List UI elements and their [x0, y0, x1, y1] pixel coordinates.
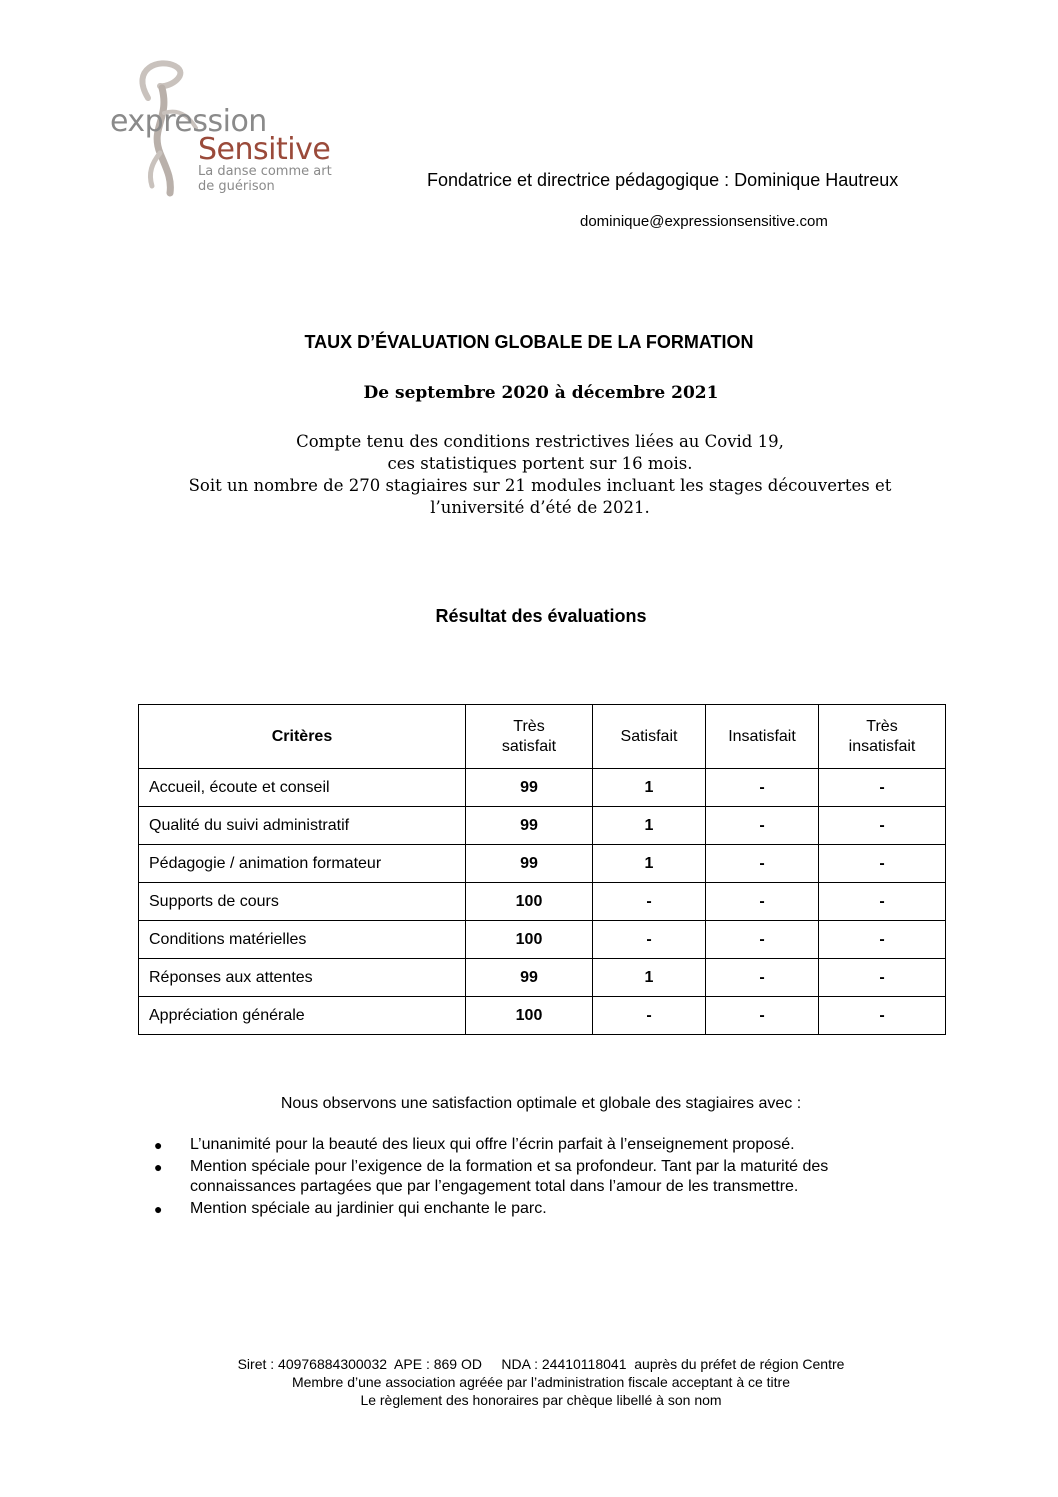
cell-very-satisfied: 100: [466, 997, 593, 1035]
table-row: [139, 997, 946, 1035]
list-item: [154, 1157, 914, 1197]
table-row: [139, 845, 946, 883]
footer: [0, 1355, 1058, 1409]
list-item-text: Mention spéciale au jardinier qui enchante le parc.: [190, 1200, 547, 1217]
cell-very-satisfied: 99: [466, 769, 593, 807]
contact-email[interactable]: dominique@expressionsensitive.com: [580, 213, 828, 230]
bullet-icon: ●: [154, 1137, 163, 1153]
observation-list: [154, 1135, 914, 1221]
header-criteria: Critères: [139, 705, 466, 769]
header-very-unsatisfied-line1: Très: [866, 717, 898, 735]
cell-unsatisfied: -: [706, 997, 819, 1035]
header-satisfied: Satisfait: [593, 705, 706, 769]
cell-very-unsatisfied: -: [819, 769, 946, 807]
bullet-icon: ●: [154, 1201, 163, 1217]
cell-unsatisfied: -: [706, 921, 819, 959]
list-item: [154, 1199, 914, 1219]
context-line: ces statistiques portent sur 16 mois.: [387, 454, 693, 473]
context-paragraph: [0, 431, 1058, 519]
cell-satisfied: -: [593, 921, 706, 959]
list-item-text: L’unanimité pour la beauté des lieux qui offre l’écrin parfait à l’enseignement proposé.: [190, 1136, 795, 1153]
cell-unsatisfied: -: [706, 769, 819, 807]
cell-satisfied: 1: [593, 769, 706, 807]
evaluation-table: [138, 704, 946, 1035]
observation-text: Nous observons une satisfaction optimale et globale des stagiaires avec :: [280, 1095, 802, 1112]
header-very-satisfied-line1: Très: [513, 717, 545, 735]
cell-very-satisfied: 99: [466, 845, 593, 883]
context-line: Soit un nombre de 270 stagiaires sur 21 modules incluant les stages découvertes et: [188, 476, 892, 495]
footer-line: Membre d’une association agréée par l’administration fiscale acceptant à ce titre: [291, 1374, 791, 1390]
cell-unsatisfied: -: [706, 959, 819, 997]
document-title: TAUX D’ÉVALUATION GLOBALE DE LA FORMATION: [304, 332, 754, 352]
table-row: [139, 883, 946, 921]
row-criterion: Qualité du suivi administratif: [139, 807, 466, 845]
company-logo: [100, 58, 360, 198]
cell-satisfied: 1: [593, 959, 706, 997]
header-very-unsatisfied: [819, 705, 946, 769]
founder-line: Fondatrice et directrice pédagogique : Dominique Hautreux: [427, 170, 899, 190]
footer-line: Siret : 40976884300032 APE : 869 OD NDA : 24410118041 auprès du préfet de région Centre: [237, 1356, 845, 1372]
list-item-text: connaissances partagées que par l’engagement total dans l’amour de les transmettre.: [190, 1178, 799, 1195]
row-criterion: Supports de cours: [139, 883, 466, 921]
bullet-icon: ●: [154, 1159, 163, 1175]
logo-tagline-line2: de guérison: [198, 179, 275, 194]
cell-very-unsatisfied: -: [819, 997, 946, 1035]
row-criterion: Pédagogie / animation formateur: [139, 845, 466, 883]
header-very-satisfied-line2: satisfait: [501, 737, 557, 755]
cell-satisfied: -: [593, 883, 706, 921]
header-unsatisfied: Insatisfait: [706, 705, 819, 769]
table-row: [139, 769, 946, 807]
cell-satisfied: 1: [593, 845, 706, 883]
row-criterion: Appréciation générale: [139, 997, 466, 1035]
table-row: [139, 921, 946, 959]
logo-word-expression: expression: [110, 104, 267, 139]
row-criterion: Accueil, écoute et conseil: [139, 769, 466, 807]
cell-very-satisfied: 99: [466, 959, 593, 997]
cell-unsatisfied: -: [706, 807, 819, 845]
header-very-unsatisfied-line2: insatisfait: [848, 737, 916, 755]
results-heading: Résultat des évaluations: [435, 606, 647, 626]
table-header-row: [139, 705, 946, 769]
header-very-satisfied: [466, 705, 593, 769]
logo-word-sensitive: Sensitive: [198, 132, 331, 167]
context-line: l’université d’été de 2021.: [430, 498, 650, 517]
cell-satisfied: 1: [593, 807, 706, 845]
row-criterion: Réponses aux attentes: [139, 959, 466, 997]
context-line: Compte tenu des conditions restrictives liées au Covid 19,: [296, 432, 784, 451]
logo-tagline-line1: La danse comme art: [198, 164, 332, 179]
cell-very-satisfied: 99: [466, 807, 593, 845]
cell-very-satisfied: 100: [466, 921, 593, 959]
period-subtitle: De septembre 2020 à décembre 2021: [363, 383, 719, 403]
table-row: [139, 807, 946, 845]
table-row: [139, 959, 946, 997]
row-criterion: Conditions matérielles: [139, 921, 466, 959]
list-item-text: Mention spéciale pour l’exigence de la formation et sa profondeur. Tant par la maturité des: [190, 1158, 829, 1175]
cell-unsatisfied: -: [706, 883, 819, 921]
cell-satisfied: -: [593, 997, 706, 1035]
list-item: [154, 1135, 914, 1155]
cell-very-unsatisfied: -: [819, 845, 946, 883]
cell-very-unsatisfied: -: [819, 921, 946, 959]
cell-very-unsatisfied: -: [819, 959, 946, 997]
cell-very-unsatisfied: -: [819, 883, 946, 921]
footer-line: Le règlement des honoraires par chèque libellé à son nom: [360, 1392, 722, 1408]
cell-unsatisfied: -: [706, 845, 819, 883]
cell-very-unsatisfied: -: [819, 807, 946, 845]
cell-very-satisfied: 100: [466, 883, 593, 921]
